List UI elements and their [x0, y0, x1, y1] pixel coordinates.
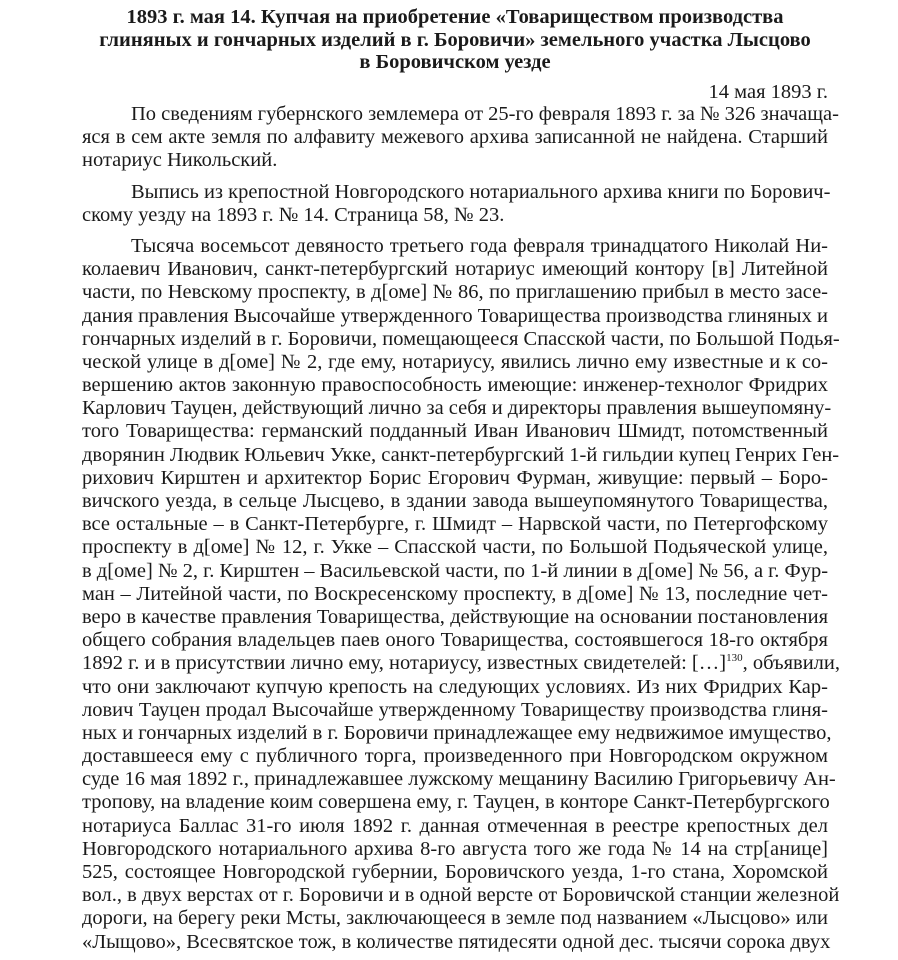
- text-line: все остальные – в Санкт-Петербурге, г. Шмидт – Нарвской части, по Петергофскому: [82, 513, 828, 536]
- document-title: [82, 6, 828, 74]
- text-line: Тысяча восемьсот девяносто третьего года февраля тринадцатого Николай Ни-: [131, 234, 828, 257]
- text-line: суде 16 мая 1892 г., принадлежавшее лужскому мещанину Василию Григорьевичу Ан-: [82, 768, 836, 791]
- text-line: в д[оме] № 2, г. Кирштен – Васильевской части, по 1-й линии в д[оме] № 56, а г. Фур-: [82, 559, 829, 582]
- text-line: тропову, на владение коим совершена ему, г. Тауцен, в конторе Санкт-Петербургского: [82, 791, 830, 814]
- text-line: яся в сем акте земля по алфавиту межевого архива записанной не найдена. Старший: [82, 126, 828, 149]
- text-line: доставшееся ему с публичного торга, произведенного при Новгородском окружном: [82, 745, 828, 768]
- text-line: ных и гончарных изделий в г. Боровичи принадлежащее ему недвижимое имущество,: [82, 721, 832, 744]
- text-line-start: 1892 г. и в присутствии лично ему, нотариусу, известных свидетелей: […]: [82, 652, 727, 675]
- text-line: вичского уезда, в сельце Лысцево, в здании завода вышеупомянутого Товарищества,: [82, 490, 828, 512]
- title-line: 1893 г. мая 14. Купчая на приобретение «Товариществом производства: [126, 6, 784, 28]
- text-line: проспекту в д[оме] № 12, г. Укке – Спасской части, по Большой Подьяческой улице,: [82, 536, 828, 559]
- text-line: рихович Кирштен и архитектор Борис Егорович Фурман, живущие: первый – Боро-: [82, 466, 828, 489]
- text-line: колаевич Иванович, санкт-петербургский нотариус имеющий контору [в] Литейной: [82, 258, 828, 281]
- text-line: вершению актов законную правоспособность имеющие: инженер-технолог Фридрих: [82, 374, 828, 397]
- document-page: [82, 6, 840, 954]
- text-line: Выпись из крепостной Новгородского нотариального архива книги по Борович-: [131, 180, 831, 203]
- text-line: веро в качестве правления Товарищества, действующие на основании постановления: [82, 605, 828, 628]
- text-line: 525, состоящее Новгородской губернии, Боровичского уезда, 1-го стана, Хоромской: [82, 861, 828, 883]
- document-date: 14 мая 1893 г.: [708, 80, 828, 103]
- text-line: «Лыщово», Всесвятское тож, в количестве пятидесяти одной дес. тысячи сорока двух: [82, 930, 831, 953]
- text-line: части, по Невскому проспекту, в д[оме] № 86, по приглашению прибыл в место засе-: [82, 281, 828, 304]
- text-line: дворянин Людвик Юльевич Укке, санкт-петербургский 1-й гильдии купец Генрих Ген-: [82, 443, 840, 466]
- text-line: По сведениям губернского землемера от 25-го февраля 1893 г. за № 326 значаща-: [131, 103, 839, 125]
- text-line: того Товарищества: германский подданный Иван Иванович Шмидт, потомственный: [82, 420, 828, 443]
- text-line: что они заключают купчую крепость на следующих условиях. Из них Фридрих Кар-: [82, 675, 828, 698]
- text-line: нотариуса Баллас 31-го июля 1892 г. данная отмеченная в реестре крепостных дел: [82, 814, 828, 837]
- text-line: скому уезду на 1893 г. № 14. Страница 58, № 23.: [82, 203, 505, 226]
- text-line: ческой улице в д[оме] № 2, где ему, нотариусу, явились лично ему известные и к со-: [82, 350, 828, 373]
- text-line: дороги, на берегу реки Мсты, заключающееся в земле под названием «Лысцово» или: [82, 907, 828, 930]
- footnote-marker: 130: [726, 652, 743, 665]
- text-line: Карлович Тауцен, действующий лично за себя и директоры правления вышеупомяну-: [82, 397, 832, 420]
- text-line: общего собрания владельцев паев оного Товарищества, состоявшегося 18-го октября: [82, 629, 828, 652]
- text-line: гончарных изделий в г. Боровичи, помещающееся Спасской части, по Большой Подья-: [82, 327, 840, 350]
- title-line: в Боровичском уезде: [359, 51, 551, 73]
- text-line: Новгородского нотариального архива 8-го августа того же года № 14 на стр[анице]: [82, 837, 828, 860]
- paragraph-surveyor-note: [82, 103, 839, 173]
- text-line-with-footnote: [82, 652, 840, 675]
- text-line-end: , объявили,: [742, 652, 840, 675]
- paragraph-archive-extract: [82, 180, 831, 227]
- text-line: вол., в двух верстах от г. Боровичи и в одной версте от Боровичской станции железной: [82, 884, 840, 907]
- text-line: нотариус Никольский.: [82, 149, 278, 172]
- title-line: глиняных и гончарных изделий в г. Боровичи» земельного участка Лысцово: [99, 28, 811, 51]
- paragraph-main-deed: [82, 234, 840, 954]
- text-line: ман – Литейной части, по Воскресенскому проспекту, в д[оме] № 13, последние чет-: [82, 582, 828, 605]
- text-line: лович Тауцен продал Высочайше утвержденному Товариществу производства глиня-: [82, 698, 828, 721]
- text-line: дания правления Высочайше утвержденного Товарищества производства глиняных и: [82, 304, 828, 327]
